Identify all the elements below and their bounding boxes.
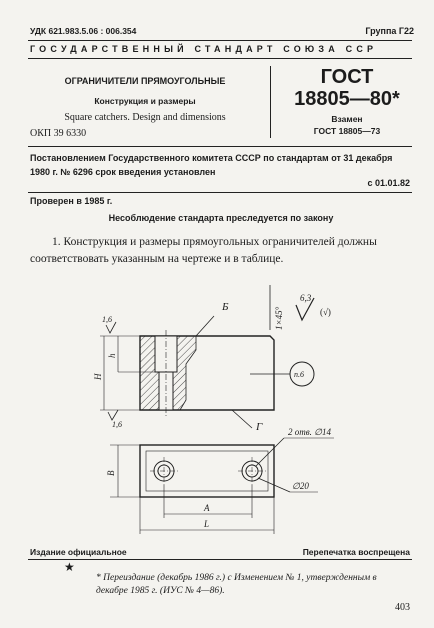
label-g: Г (256, 421, 263, 433)
state-standard-banner: ГОСУДАРСТВЕННЫЙ СТАНДАРТ СОЮЗА ССР (30, 44, 378, 54)
checked-year: Проверен в 1985 г. (30, 196, 113, 206)
gost-number: 18805—80* (294, 88, 400, 110)
header-rule-bottom (28, 58, 412, 59)
footer-rule (28, 559, 412, 560)
prosecution-notice: Несоблюдение стандарта преследуется по закону (108, 213, 334, 223)
group-code: Группа Г22 (365, 26, 414, 36)
page-number: 403 (395, 602, 410, 613)
decree-rule (28, 192, 412, 193)
decree-text: Постановлением Государственного комитета СССР по стандартам от 31 декабря 1980 г. № 6296 срок введения установлен (30, 153, 393, 177)
dim-a: A (204, 503, 210, 513)
roughness-bottom-left: 1,6 (112, 420, 122, 429)
gost-label: ГОСТ (320, 66, 374, 88)
chamfer-label: 1×45° (274, 306, 284, 330)
roughness-bottom-left-icon (108, 410, 118, 420)
label-b: Б (222, 301, 229, 313)
dim-l: L (204, 519, 210, 529)
dim-h-big: H (93, 373, 103, 380)
paragraph-1: 1. Конструкция и размеры прямоугольных ограничителей должны соответствовать указанным на чертеже и в таблице. (30, 236, 377, 265)
header-rule-top (28, 40, 412, 41)
star-icon: ★ (64, 560, 75, 574)
roughness-top-left: 1,6 (102, 315, 112, 324)
title-rule (28, 146, 412, 147)
roughness-paren: (√) (320, 307, 331, 317)
replaces-label: Взамен (331, 114, 363, 124)
circle-label: п.6 (294, 370, 304, 379)
diameter-label: ∅20 (292, 481, 309, 491)
standard-title-english: Square catchers. Design and dimensions (64, 112, 226, 123)
technical-drawing (0, 264, 434, 554)
standard-title: ОГРАНИЧИТЕЛИ ПРЯМОУГОЛЬНЫЕ (64, 76, 226, 86)
replaces-standard: ГОСТ 18805—73 (313, 126, 381, 136)
dim-h-small: h (107, 353, 117, 358)
reissue-note: * Переиздание (декабрь 1986 г.) с Изменением № 1, утвержденным в декабре 1985 г. (ИУС № 4—86). (96, 573, 377, 596)
effective-date: с 01.01.82 (367, 178, 410, 188)
holes-label: 2 отв. ∅14 (288, 427, 331, 437)
standard-subtitle: Конструкция и размеры (94, 96, 196, 106)
official-edition: Издание официальное (30, 547, 127, 557)
udk-code: УДК 621.983.5.06 : 006.354 (30, 26, 137, 36)
title-separator (270, 66, 271, 138)
roughness-value: 6,3 (300, 293, 312, 303)
reprint-prohibited: Перепечатка воспрещена (302, 547, 410, 557)
dim-b: B (106, 470, 116, 476)
okp-code: ОКП 39 6330 (30, 128, 87, 139)
